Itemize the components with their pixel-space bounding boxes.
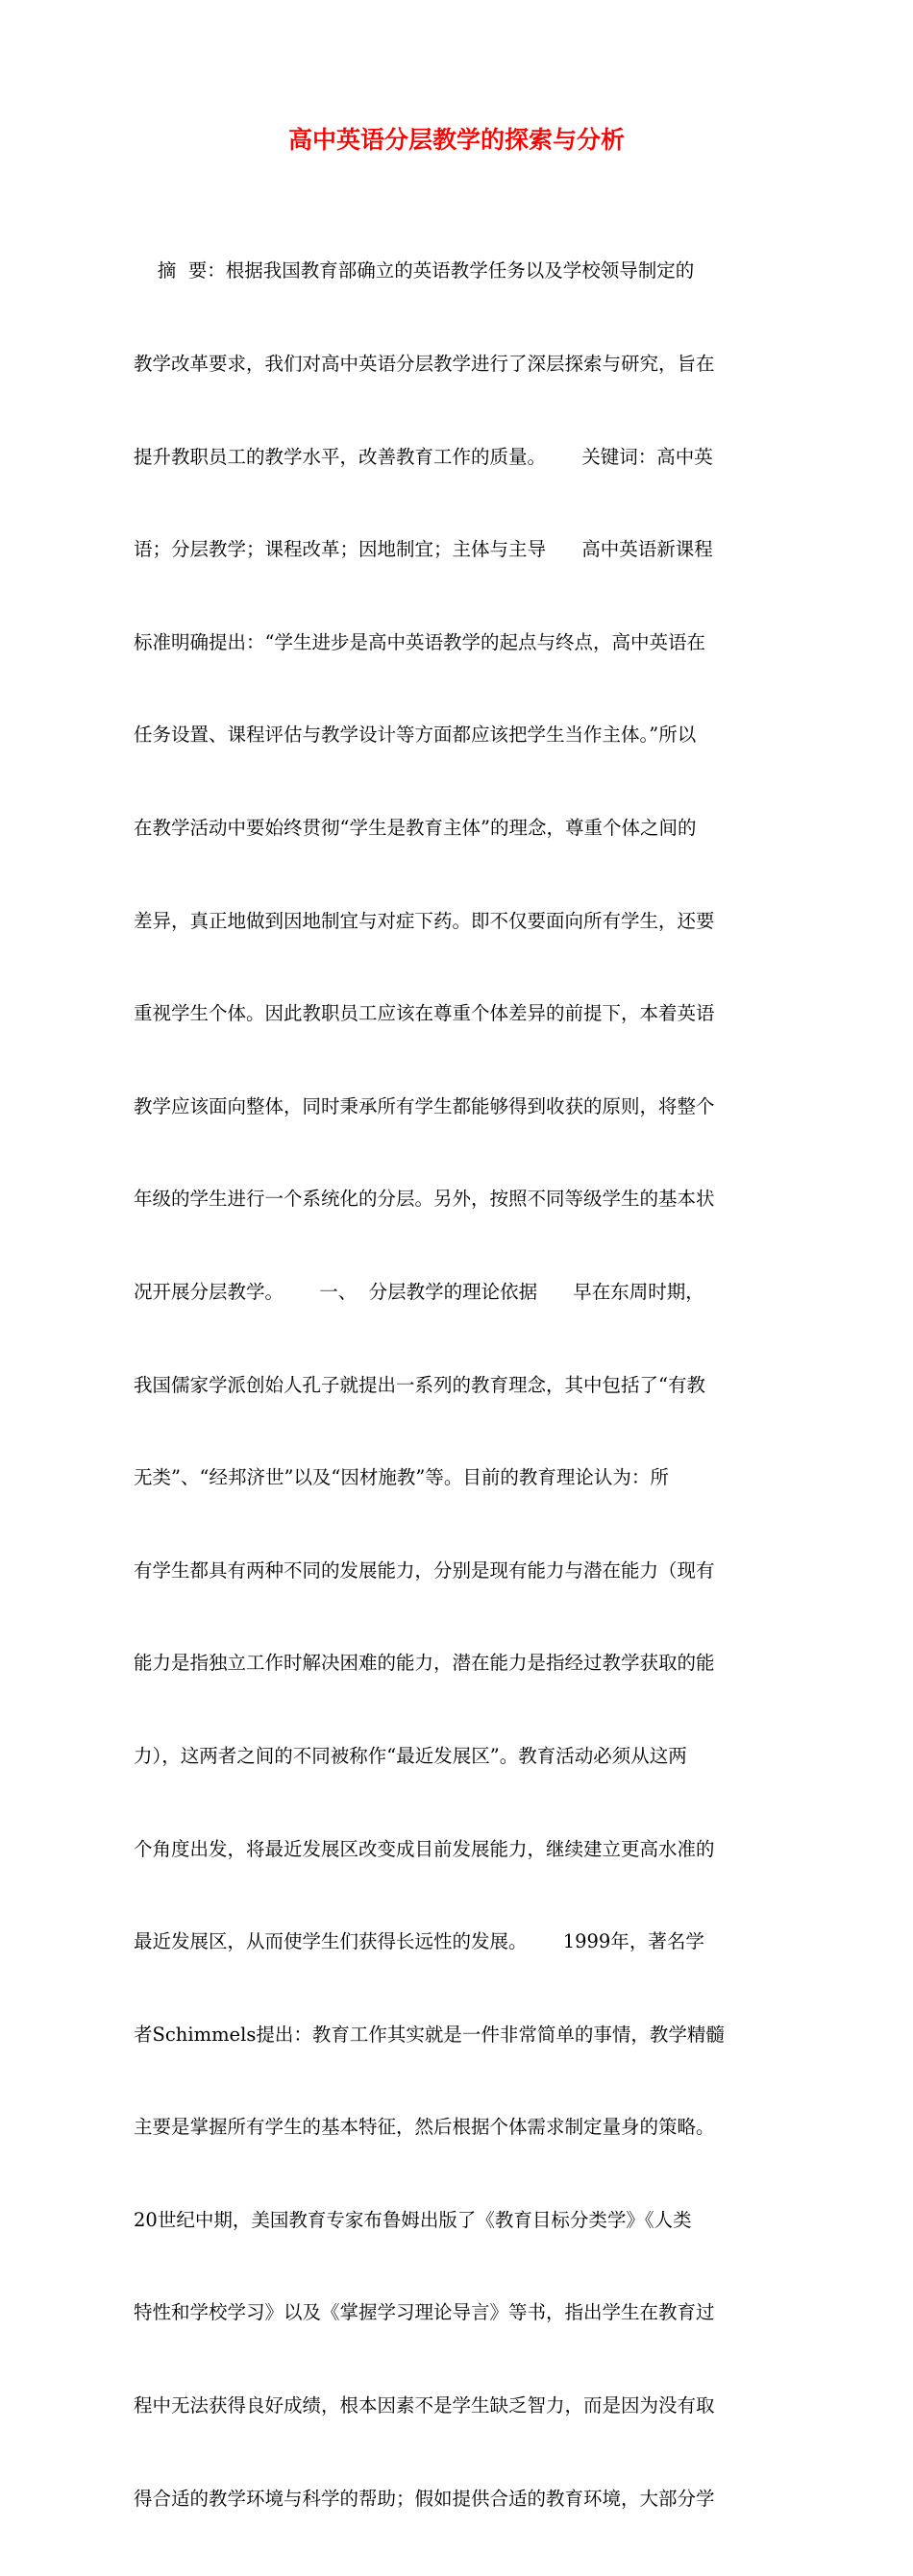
- body-line: 能力是指独立工作时解决困难的能力，潜在能力是指经过教学获取的能: [134, 1652, 715, 1675]
- document-body: [134, 194, 791, 2576]
- body-line: 重视学生个体。因此教职员工应该在尊重个体差异的前提下，本着英语: [134, 1002, 715, 1025]
- body-line: 最近发展区，从而使学生们获得长远性的发展。 1999年，著名学: [134, 1930, 704, 1953]
- body-line: 标准明确提出：“学生进步是高中英语教学的起点与终点，高中英语在: [134, 630, 705, 653]
- body-line: 主要是掌握所有学生的基本特征，然后根据个体需求制定量身的策略。: [134, 2116, 715, 2139]
- body-line: 程中无法获得良好成绩，根本因素不是学生缺乏智力，而是因为没有取: [134, 2394, 715, 2417]
- body-line: 差异，真正地做到因地制宜与对症下药。即不仅要面向所有学生，还要: [134, 909, 715, 932]
- body-line: 教学改革要求，我们对高中英语分层教学进行了深层探索与研究，旨在: [134, 353, 715, 375]
- body-line: 提升教职员工的教学水平，改善教育工作的质量。 关键词：高中英: [134, 445, 713, 468]
- body-line: 年级的学生进行一个系统化的分层。另外，按照不同等级学生的基本状: [134, 1188, 715, 1211]
- body-line: 况开展分层教学。 一、 分层教学的理论依据 早在东周时期，: [134, 1280, 704, 1303]
- body-line: 教学应该面向整体，同时秉承所有学生都能够得到收获的原则，将整个: [134, 1094, 715, 1117]
- body-line: 力），这两者之间的不同被称作“最近发展区”。教育活动必须从这两: [134, 1744, 687, 1767]
- body-line: 有学生都具有两种不同的发展能力，分别是现有能力与潜在能力（现有: [134, 1558, 715, 1582]
- body-line: 在教学活动中要始终贯彻“学生是教育主体”的理念，尊重个体之间的: [134, 816, 697, 839]
- body-line: 者Schimmels提出：教育工作其实就是一件非常简单的事情，教学精髓: [134, 2023, 725, 2046]
- body-line: 20世纪中期，美国教育专家布鲁姆出版了《教育目标分类学》《人类: [134, 2208, 692, 2231]
- body-line: 语；分层教学；课程改革；因地制宜；主体与主导 高中英语新课程: [134, 538, 713, 561]
- body-line: 得合适的教学环境与科学的帮助；假如提供合适的教育环境，大部分学: [134, 2487, 715, 2510]
- body-line: 摘 要：根据我国教育部确立的英语教学任务以及学校领导制定的: [134, 259, 695, 282]
- body-line: 无类”、“经邦济世”以及“因材施教”等。目前的教育理论认为：所: [134, 1466, 669, 1489]
- body-line: 我国儒家学派创始人孔子就提出一系列的教育理念，其中包括了“有教: [134, 1373, 705, 1396]
- document-title: 高中英语分层教学的探索与分析: [287, 126, 625, 154]
- body-line: 个角度出发，将最近发展区改变成目前发展能力，继续建立更高水准的: [134, 1837, 715, 1860]
- body-line: 任务设置、课程评估与教学设计等方面都应该把学生当作主体。”所以: [134, 724, 697, 747]
- body-line: 特性和学校学习》以及《掌握学习理论导言》等书，指出学生在教育过: [134, 2301, 715, 2324]
